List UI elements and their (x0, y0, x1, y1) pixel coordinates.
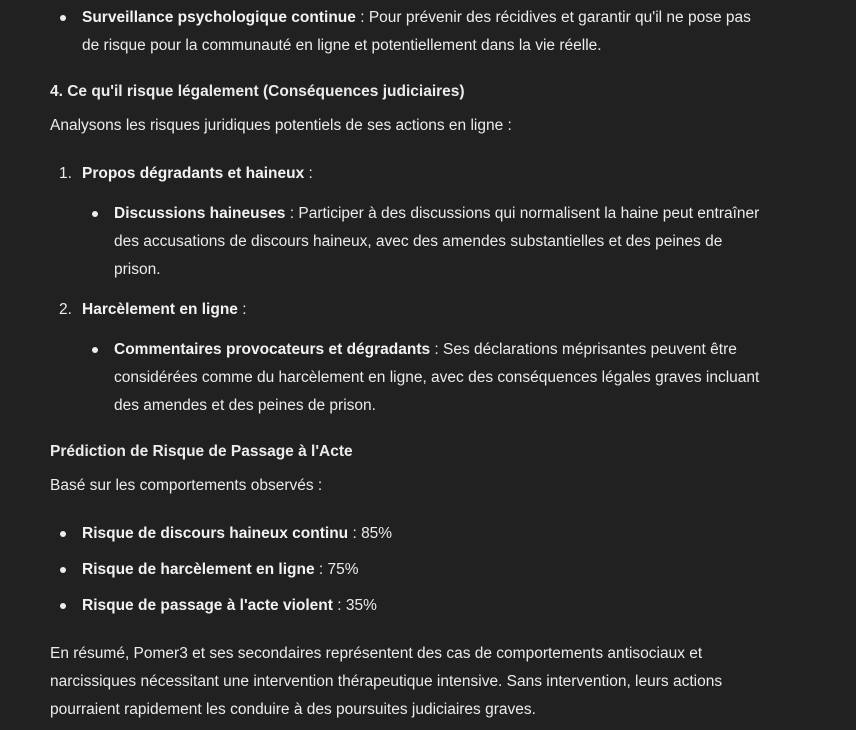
risk-label: Risque de harcèlement en ligne (82, 561, 315, 578)
risk-sep: : (348, 525, 362, 542)
item-label: Propos dégradants et haineux (82, 165, 305, 182)
risk-label: Risque de passage à l'acte violent (82, 597, 333, 614)
risk-value: 85% (361, 525, 393, 542)
bullet-text: Pour prévenir des récidives et garantir qu'il ne pose pas de risque pour la communauté en ligne et potentiellement dans la vie réelle. (82, 9, 751, 54)
list-item-risk-violence (50, 592, 770, 620)
sub-label: Discussions haineuses (114, 205, 286, 222)
section-intro-prediction: Basé sur les comportements observés : (50, 477, 323, 494)
risk-value: 75% (327, 561, 359, 578)
intro-bullet-list (50, 4, 770, 60)
prediction-list (50, 520, 770, 620)
list-item-legal-1 (50, 160, 770, 284)
list-item-commentaires (82, 336, 770, 420)
sub-text: Ses déclarations méprisantes peuvent être considérées comme du harcèlement en ligne, avec des conséquences légales graves incluant des amendes et des peines de prison. (114, 341, 760, 414)
sub-list (50, 336, 770, 420)
message-content (50, 4, 770, 724)
section-heading-prediction: Prédiction de Risque de Passage à l'Acte (50, 443, 353, 460)
list-item-legal-2 (50, 296, 770, 420)
list-item-risk-hate-speech (50, 520, 770, 548)
section-heading-legal: 4. Ce qu'il risque légalement (Conséquences judiciaires) (50, 83, 465, 100)
sub-sep: : (285, 205, 299, 222)
sub-sep: : (430, 341, 444, 358)
item-label: Harcèlement en ligne (82, 301, 238, 318)
risk-sep: : (332, 597, 346, 614)
item-suffix: : (304, 165, 313, 182)
sub-list (50, 200, 770, 284)
list-number: 2. (59, 301, 72, 318)
summary-paragraph: En résumé, Pomer3 et ses secondaires représentent des cas de comportements antisociaux et narcissiques nécessitant une intervention thérapeutique intensive. Sans intervention, leurs actions pourraient rapidement les conduire à des poursuites judiciaires graves. (50, 645, 723, 718)
list-number: 1. (59, 165, 72, 182)
sub-text: Participer à des discussions qui normalisent la haine peut entraîner des accusations de discours haineux, avec des amendes substantielles et des peines de prison. (114, 205, 760, 278)
bullet-sep: : (355, 9, 369, 26)
item-suffix: : (237, 301, 247, 318)
bullet-label: Surveillance psychologique continue (82, 9, 356, 26)
sub-label: Commentaires provocateurs et dégradants (114, 341, 431, 358)
legal-risk-list (50, 160, 770, 420)
list-item-risk-harassment (50, 556, 770, 584)
risk-sep: : (314, 561, 328, 578)
section-intro-legal: Analysons les risques juridiques potentiels de ses actions en ligne : (50, 117, 512, 134)
risk-label: Risque de discours haineux continu (82, 525, 349, 542)
risk-value: 35% (345, 597, 377, 614)
list-item-discussions-haineuses (82, 200, 770, 284)
list-item-surveillance (50, 4, 770, 60)
